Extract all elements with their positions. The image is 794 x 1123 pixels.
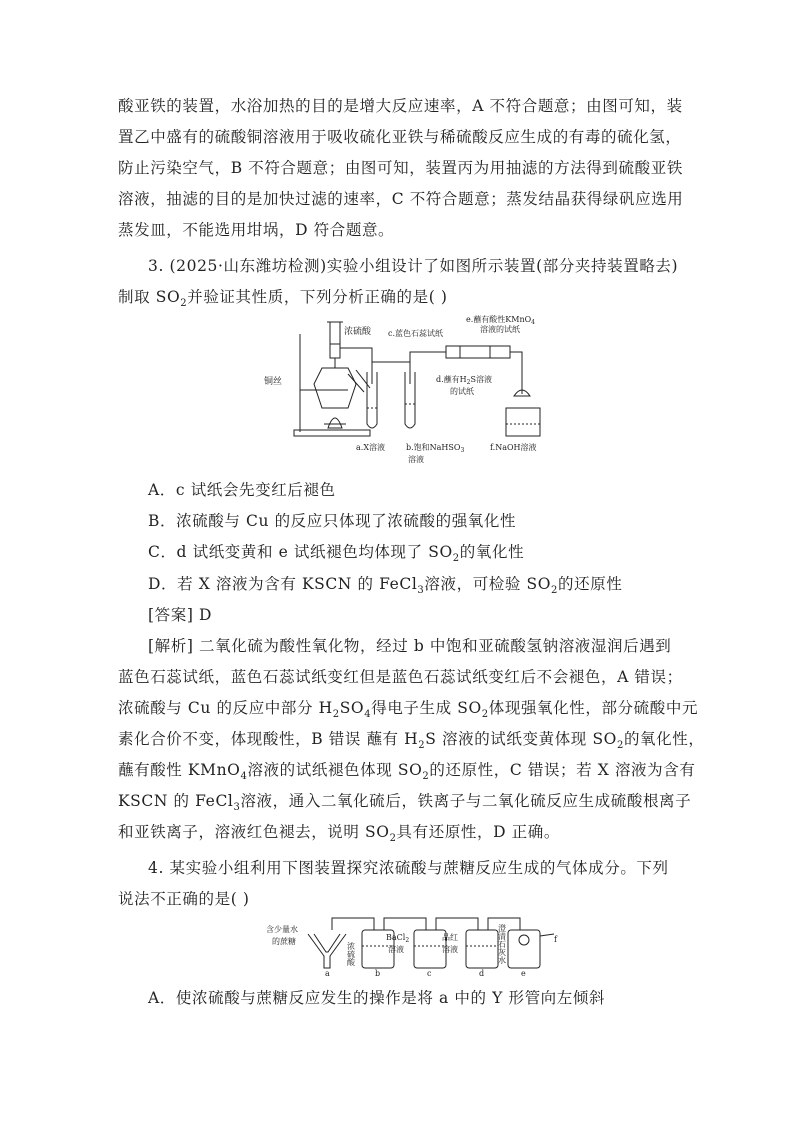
explanation-line: 和亚铁离子，溶液红色褪去，说明 $SO_2$具有还原性，D 正确。 (118, 823, 560, 845)
tag-e: e (521, 969, 526, 978)
option-c: C．d 试纸变黄和 e 试纸褪色均体现了 $SO_2$的氧化性 (148, 543, 525, 565)
label-b-solution: b.饱和NaHSO$_3$ (406, 443, 465, 454)
label-fuchsin-2: 溶液 (442, 945, 458, 954)
label-conc-sulfuric: 浓硫酸 (344, 327, 372, 337)
question-4-stem: 4. 某实验小组利用下图装置探究浓硫酸与蔗糖反应生成的气体成分。下列 (148, 859, 669, 877)
label-sucrose-2: 的蔗糖 (272, 937, 296, 946)
explanation-line: 蘸有酸性 KMnO$_4$溶液的试纸褪色体现 $SO_2$的还原性，C 错误；若 X 溶液为含有 (118, 761, 696, 783)
option-d: D．若 X 溶液为含有 KSCN 的 FeCl$_3$溶液，可检验 $SO_2$的还原性 (148, 575, 623, 597)
so2-apparatus-figure (260, 312, 560, 464)
explanation-line: 蓝色石蕊试纸，蓝色石蕊试纸变红但是蓝色石蕊试纸变红后不会褪色，A 错误； (118, 668, 683, 686)
explanation-line: KSCN 的 FeCl$_3$溶液，通入二氧化硫后，铁离子与二氧化硫反应生成硫酸根离子 (118, 792, 692, 814)
label-fuchsin: 品红 (442, 933, 458, 942)
label-c-paper: c.蓝色石蕊试纸 (388, 329, 444, 338)
answer: [答案] D (148, 606, 213, 624)
tag-f: f (554, 935, 557, 944)
question-4-stem: 说法不正确的是( ) (118, 890, 250, 908)
label-d-paper: d.蘸有$H_2S$溶液 (436, 375, 492, 386)
paragraph-line: 酸亚铁的装置，水浴加热的目的是增大反应速率，A 不符合题意；由图可知，装 (118, 97, 683, 115)
label-copper-wire: 铜丝 (264, 377, 283, 387)
question-3-stem: 制取 $SO_2$并验证其性质，下列分析正确的是( ) (118, 288, 448, 310)
label-e-paper: e.蘸有酸性KMnO$_4$ (466, 315, 535, 326)
label-conc-sulfuric: 浓硫酸 (346, 942, 356, 966)
label-a-solution: a.X溶液 (356, 443, 386, 452)
explanation-line: 素化合价不变，体现酸性，B 错误 蘸有 $H_2S$ 溶液的试纸变黄体现 $SO_2$的氧化性， (118, 730, 705, 752)
label-bacl2: BaCl$_2$ (386, 933, 410, 944)
explanation-line: 浓硫酸与 Cu 的反应中部分 $H_2SO_4$得电子生成 $SO_2$体现强氧化性，部分硫酸中元 (118, 699, 699, 721)
tag-b: b (375, 969, 381, 978)
label-b-solution-2: 溶液 (408, 455, 424, 464)
option-b: B．浓硫酸与 Cu 的反应只体现了浓硫酸的强氧化性 (148, 512, 517, 530)
sucrose-apparatus-figure (262, 912, 562, 978)
label-e-paper-2: 溶液的试纸 (480, 325, 520, 334)
label-d-paper-2: 的试纸 (450, 387, 474, 396)
paragraph-line: 蒸发皿，不能选用坩埚，D 符合题意。 (118, 221, 395, 239)
explanation-line: [解析] 二氧化硫为酸性氧化物，经过 b 中饱和亚硫酸氢钠溶液湿润后遇到 (148, 637, 672, 655)
label-bacl2-2: 溶液 (388, 945, 404, 954)
tag-a: a (325, 969, 330, 978)
paragraph-line: 置乙中盛有的硫酸铜溶液用于吸收硫化亚铁与稀硫酸反应生成的有毒的硫化氢， (118, 128, 682, 146)
paragraph-line: 防止污染空气，B 不符合题意；由图可知，装置丙为用抽滤的方法得到硫酸亚铁 (118, 159, 683, 177)
option-a: A．c 试纸会先变红后褪色 (148, 481, 336, 499)
tag-c: c (427, 969, 432, 978)
tag-d: d (479, 969, 485, 978)
question-4-option-a: A．使浓硫酸与蔗糖反应发生的操作是将 a 中的 Y 形管向左倾斜 (148, 989, 606, 1007)
label-sucrose: 含少量水 (266, 925, 298, 934)
label-limewater: 澄清石灰水 (497, 924, 507, 964)
label-f-solution: f.NaOH溶液 (490, 443, 537, 452)
paragraph-line: 溶液，抽滤的目的是加快过滤的速率，C 不符合题意；蒸发结晶获得绿矾应选用 (118, 190, 684, 208)
question-3-stem: 3. (2025·山东潍坊检测)实验小组设计了如图所示装置(部分夹持装置略去) (148, 257, 679, 275)
